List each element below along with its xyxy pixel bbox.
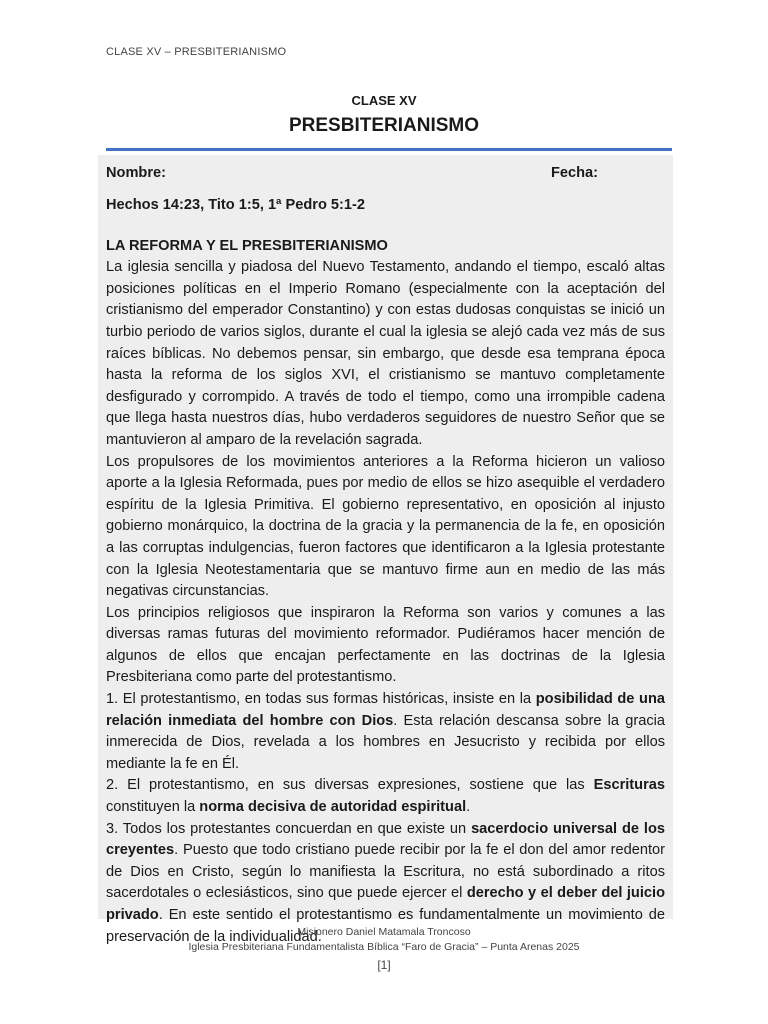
paragraph-1: La iglesia sencilla y piadosa del Nuevo Testamento, andando el tiempo, escaló altas posiciones políticas en el Imperio Romano (especialmente con la aceptación del cristianismo del emperador Constantino) y con estas dudosas conquistas se inició un turbio periodo de varios siglos, durante el cual la iglesia se alejó cada vez más de sus raíces bíblicas. No debemos pensar, sin embargo, que desde esa temprana época hasta la reforma de los siglos XVI, el cristianismo se mantuvo completamente desfigurado y corrompido. A través de todo el tiempo, como una irrompible cadena que llega hasta nuestros días, hubo verdaderos seguidores de nuestro Señor que se mantuvieron al amparo de la revelación sagrada. [106,259,665,448]
point-2-text-e: . [466,799,471,816]
section-heading: LA REFORMA Y EL PRESBITERIANISMO [106,237,388,254]
point-2-text-c: constituyen la [106,799,200,816]
form-fields [106,163,665,185]
date-label: Fecha: [551,165,599,181]
point-2 [106,775,665,818]
point-1 [106,689,665,775]
page-footer [0,925,768,973]
running-head: CLASE XV – PRESBITERIANISMO [106,46,287,58]
point-1-text-c: . Esta relación descansa sobre la gracia inmerecida de Dios, revelada a los hombres en Jesucristo y recibida por ellos mediante la fe en Él. [106,712,665,772]
name-label: Nombre: [106,165,166,181]
point-3-emphasis-2: derecho y el deber del juicio privado [106,885,665,923]
content-text [106,155,665,948]
point-1-emphasis: posibilidad de una relación inmediata del hombre con Dios [106,691,665,729]
class-number: CLASE XV [351,93,417,108]
footer-church: Iglesia Presbiteriana Fundamentalista Bíblica “Faro de Gracia” – Punta Arenas 2025 [188,941,580,953]
page-title: PRESBITERIANISMO [288,115,480,136]
paragraph-2: Los propulsores de los movimientos anteriores a la Reforma hicieron un valioso aporte a la Iglesia Reformada, pues por medio de ellos se hizo asequible el verdadero espíritu de la Iglesia Primitiva. El gobierno representativo, en oposición al injusto gobierno monárquico, la doctrina de la gracia y la permanencia de la fe, en oposición a las corruptas indulgencias, fueron factores que identificaron a la Iglesia protestante con la Iglesia Neotestamentaria que se mantuvo firme aun en medio de las más negativas circunstancias. [106,453,665,600]
point-2-emphasis-2: norma decisiva de autoridad espiritual [199,799,467,816]
point-3-emphasis-1: sacerdocio universal de los creyentes [106,820,665,859]
title-divider [106,148,672,151]
scripture-references: Hechos 14:23, Tito 1:5, 1ª Pedro 5:1-2 [106,197,365,213]
paragraph-3: Los principios religiosos que inspiraron la Reforma son varios y comunes a las diversas ramas futuras del movimiento reformador. Pudiéramos hacer mención de algunos de ellos que encajan perfectamente en las doctrinas de la Iglesia Presbiteriana como parte del protestantismo. [106,604,665,686]
page-number: [1] [377,958,391,972]
point-3-text-c: . Puesto que todo cristiano puede recibir por la fe el don del amor redentor de Dios en Cristo, según lo manifiesta la Escritura, no está subordinado a ritos sacerdotales o eclesiásticos, sino que puede ejercer el [106,842,665,902]
point-3-text-e: . En este sentido el protestantismo es fundamentalmente un movimiento de preservación de la individualidad. [106,907,665,945]
point-2-emphasis-1: Escrituras [593,777,665,794]
point-2-text-a: 2. El protestantismo, en sus diversas expresiones, sostiene que las [106,777,594,794]
footer-author: Misionero Daniel Matamala Troncoso [297,926,471,938]
point-1-text-a: 1. El protestantismo, en todas sus formas históricas, insiste en la [106,691,536,708]
point-3-text-a: 3. Todos los protestantes concuerdan en que existe un [106,820,472,837]
title-block [0,92,768,140]
